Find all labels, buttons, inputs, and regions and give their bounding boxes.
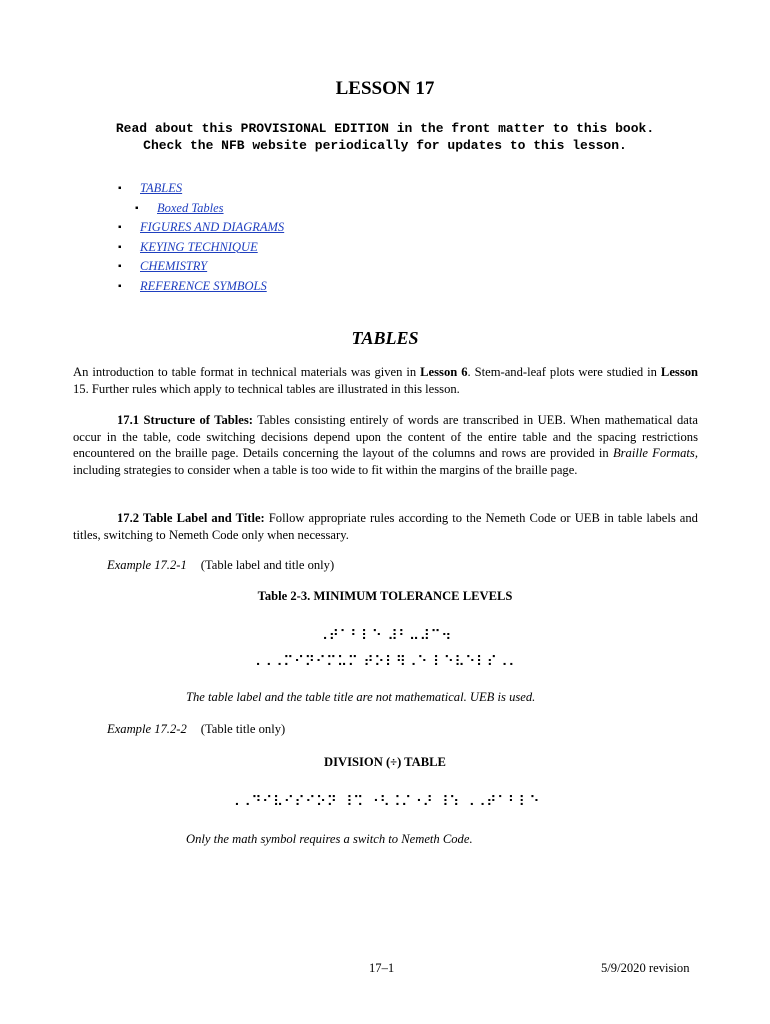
toc-link-boxed-tables[interactable]: Boxed Tables bbox=[157, 200, 224, 215]
example-1-print-heading: Table 2-3. MINIMUM TOLERANCE LEVELS bbox=[257, 589, 513, 603]
toc-link-keying-technique[interactable]: KEYING TECHNIQUE bbox=[140, 239, 258, 254]
example-1-caption: The table label and the table title are not mathematical. UEB is used. bbox=[186, 690, 536, 704]
intro-text: An introduction to table format in technical materials was given in bbox=[73, 365, 421, 379]
revision-date: 5/9/2020 revision bbox=[601, 961, 690, 975]
example-2-caption: Only the math symbol requires a switch to Nemeth Code. bbox=[186, 832, 473, 846]
toc-item bbox=[118, 238, 284, 258]
rule-heading: 17.1 Structure of Tables: bbox=[117, 413, 253, 427]
toc-item bbox=[118, 179, 284, 199]
section-heading: TABLES bbox=[351, 328, 419, 348]
example-2-print-heading: DIVISION (÷) TABLE bbox=[324, 755, 446, 769]
braille-line: ⠠⠠⠠⠍⠊⠝⠊⠍⠥⠍ ⠞⠕⠇⠻⠠⠑ ⠇⠑⠧⠑⠇⠎⠠⠄ bbox=[251, 654, 519, 670]
toc-link-reference-symbols[interactable]: REFERENCE SYMBOLS bbox=[140, 278, 267, 293]
rule-text: including strategies to consider when a table is too wide to fit within the margins of the braille page. bbox=[73, 462, 578, 477]
rule-17-2-paragraph bbox=[73, 510, 698, 543]
toc-link-figures-and-diagrams[interactable]: FIGURES AND DIAGRAMS bbox=[140, 220, 285, 234]
notice-line-2: Check the NFB website periodically for updates to this lesson. bbox=[143, 138, 627, 153]
book-title: Braille Formats, bbox=[612, 446, 698, 460]
rule-text: Tables consisting entirely of words are transcribed in UEB. When mathematical data occur in the table, code switching decisions depend upon the content of the entire table and the spacing restrictions encountered on the braille page. Details concerning the layout of the columns and rows are provided in bbox=[73, 413, 698, 460]
rule-text: Follow appropriate rules according to the Nemeth Code or UEB in table labels and titles, switching to Nemeth Code only when necessary. bbox=[73, 511, 698, 542]
toc-link-chemistry[interactable]: CHEMISTRY bbox=[140, 259, 208, 273]
toc-link-tables[interactable]: TABLES bbox=[140, 181, 183, 195]
braille-line: ⠠⠠⠙⠊⠧⠊⠎⠊⠕⠝ ⠸⠩ ⠐⠣⠨⠌⠐⠜ ⠸⠱ ⠠⠠⠞⠁⠃⠇⠑ bbox=[229, 794, 541, 810]
example-label: Example 17.2-2 bbox=[107, 722, 187, 736]
intro-text: . Stem-and-leaf plots were studied in bbox=[467, 365, 661, 379]
braille-line: ⠠⠞⠁⠃⠇⠑ ⠼⠃⠤⠼⠉⠲ bbox=[318, 628, 452, 644]
intro-paragraph bbox=[73, 364, 698, 397]
example-1-header bbox=[107, 558, 334, 573]
toc-item bbox=[118, 199, 284, 219]
rule-17-1-paragraph bbox=[73, 412, 698, 478]
example-2-header bbox=[107, 722, 285, 737]
lesson-ref: Lesson bbox=[660, 365, 699, 379]
toc-item bbox=[118, 277, 284, 297]
table-of-contents bbox=[118, 179, 284, 296]
toc-item bbox=[118, 218, 284, 238]
notice-line-1: Read about this PROVISIONAL EDITION in the front matter to this book. bbox=[115, 121, 655, 136]
rule-heading: 17.2 Table Label and Title: bbox=[117, 511, 265, 525]
lesson-title: LESSON 17 bbox=[335, 78, 435, 99]
toc-item bbox=[118, 257, 284, 277]
lesson-ref: Lesson 6 bbox=[420, 365, 468, 379]
provisional-notice bbox=[0, 120, 770, 154]
example-desc: (Table label and title only) bbox=[200, 558, 335, 572]
example-label: Example 17.2-1 bbox=[107, 558, 187, 572]
example-desc: (Table title only) bbox=[200, 722, 286, 736]
intro-text: 15. Further rules which apply to technical tables are illustrated in this lesson. bbox=[73, 381, 460, 396]
page-number: 17–1 bbox=[369, 961, 395, 975]
